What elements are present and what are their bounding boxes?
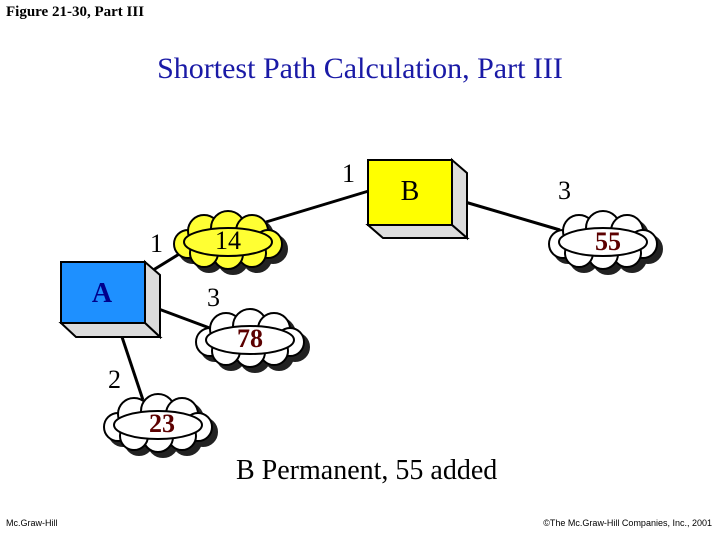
slide-title: Shortest Path Calculation, Part III [157, 52, 563, 85]
figure-label: Figure 21-30, Part III [6, 4, 145, 20]
edges [118, 190, 560, 400]
cloud-55-value: 55 [595, 227, 621, 256]
edge-b-cloud55 [465, 202, 560, 230]
edge-weights [108, 159, 571, 394]
footer-copyright: ©The Mc.Graw-Hill Companies, Inc., 2001 [543, 518, 712, 528]
node-b [368, 160, 467, 238]
cloud-55 [549, 211, 662, 274]
caption: B Permanent, 55 added [236, 455, 498, 486]
edge-cloud14-b [266, 190, 372, 222]
weight-a-14: 1 [150, 229, 163, 258]
node-a-label: A [91, 278, 113, 309]
cloud-23-value: 23 [149, 409, 175, 438]
cloud-78-value: 78 [237, 324, 263, 353]
weight-14-b: 1 [342, 159, 355, 188]
cloud-14-value: 14 [215, 226, 241, 255]
node-a [61, 262, 160, 337]
cloud-23 [104, 394, 217, 457]
footer-publisher: Mc.Graw-Hill [6, 518, 58, 528]
cloud-78 [196, 309, 309, 372]
node-b-label: B [400, 176, 420, 207]
weight-a-78: 3 [207, 283, 220, 312]
weight-a-23: 2 [108, 365, 121, 394]
weight-b-55: 3 [558, 176, 571, 205]
